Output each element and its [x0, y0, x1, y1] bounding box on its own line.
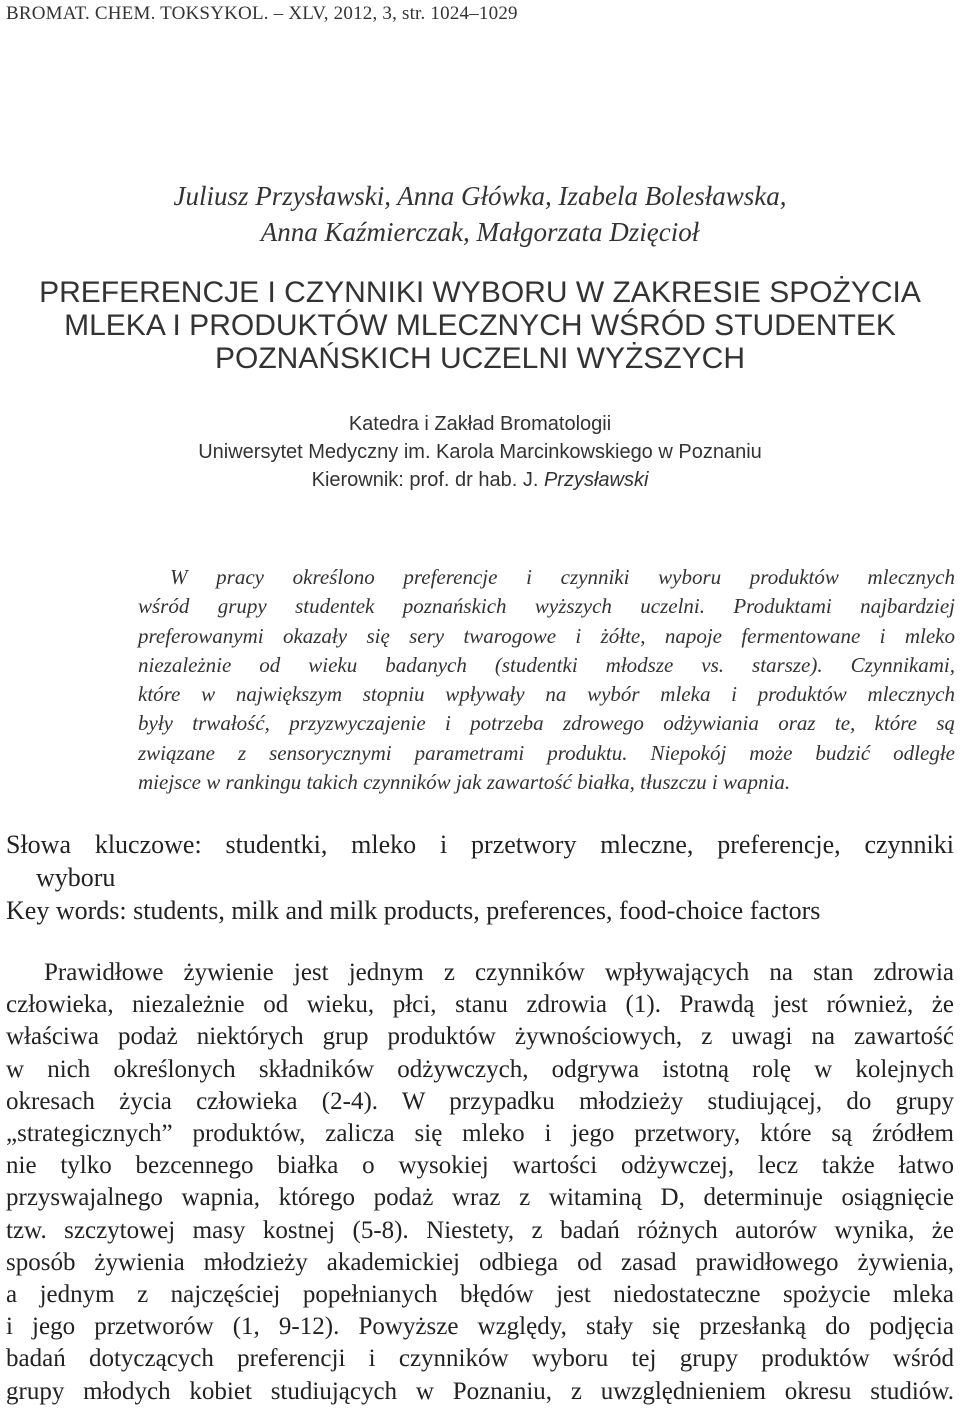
- keywords-polish: Słowa kluczowe: studentki, mleko i przetwory mleczne, preferencje, czynniki: [6, 830, 954, 859]
- title-line: PREFERENCJE I CZYNNIKI WYBORU W ZAKRESIE SPOŻYCIA: [39, 276, 921, 309]
- body-line: tzw. szczytowej masy kostnej (5-8). Niestety, z badań różnych autorów wynika, że: [6, 1216, 954, 1244]
- keywords-section: [6, 828, 954, 927]
- article-title: [0, 276, 960, 375]
- body-line: sposób żywienia młodzieży akademickiej odbiega od zasad prawidłowego żywienia,: [6, 1248, 954, 1276]
- abstract-line: które w największym stopniu wpływały na wybór mleka i produktów mlecznych: [138, 682, 955, 707]
- abstract-line: W pracy określono preferencje i czynniki wyboru produktów mlecznych: [170, 565, 955, 589]
- department-head: [0, 466, 960, 494]
- journal-citation: BROMAT. CHEM. TOKSYKOL. – XLV, 2012, 3, str. 1024–1029: [6, 3, 518, 24]
- body-line: człowieka, niezależnie od wieku, płci, stanu zdrowia (1). Prawdą jest również, że: [6, 991, 954, 1019]
- affiliation: [0, 410, 960, 494]
- author-list: [0, 178, 960, 250]
- body-line: nie tylko bezcennego białka o wysokiej wartości odżywczej, lecz także łatwo: [6, 1152, 954, 1180]
- body-line: właściwa podaż niektórych grup produktów żywnościowych, z uwagi na zawartość: [6, 1023, 954, 1051]
- body-line: Prawidłowe żywienie jest jednym z czynników wpływających na stan zdrowia: [44, 959, 954, 986]
- keywords-english: Key words: students, milk and milk products, preferences, food-choice factors: [6, 896, 821, 925]
- author-line: Juliusz Przysławski, Anna Główka, Izabela Bolesławska,: [173, 181, 787, 211]
- abstract: [138, 563, 955, 797]
- title-line: MLEKA I PRODUKTÓW MLECZNYCH WŚRÓD STUDENTEK: [64, 309, 896, 342]
- body-line: w nich określonych składników odżywczych, odgrywa istotną rolę w kolejnych: [6, 1055, 954, 1083]
- body-paragraph: [6, 957, 954, 1408]
- abstract-line: niezależnie od wieku badanych (studentki młodsze vs. starsze). Czynnikami,: [138, 652, 955, 677]
- keywords-polish-continued: wyboru: [36, 863, 116, 892]
- body-line: grupy młodych kobiet studiujących w Poznaniu, z uwzględnieniem okresu studiów.: [6, 1377, 954, 1405]
- university: Uniwersytet Medyczny im. Karola Marcinkowskiego w Poznaniu: [198, 441, 762, 463]
- body-line: przyswajalnego wapnia, którego podaż wraz z witaminą D, determinuje osiągnięcie: [6, 1184, 954, 1212]
- abstract-line: wśród grupy studentek poznańskich wyższych uczelni. Produktami najbardziej: [138, 594, 955, 619]
- body-line: i jego przetworów (1, 9-12). Powyższe względy, stały się przesłanką do podjęcia: [6, 1313, 954, 1341]
- abstract-line: związane z sensorycznymi parametrami produktu. Niepokój może budzić odległe: [138, 740, 955, 765]
- body-line: okresach życia człowieka (2-4). W przypadku młodzieży studiującej, do grupy: [6, 1087, 954, 1115]
- abstract-line: były trwałość, przyzwyczajenie i potrzeba zdrowego odżywiania oraz te, które są: [138, 711, 955, 736]
- title-line: POZNAŃSKICH UCZELNI WYŻSZYCH: [214, 342, 746, 375]
- head-prefix: Kierownik: prof. dr hab. J.: [311, 469, 544, 491]
- abstract-line: preferowanymi okazały się sery twarogowe i żółte, napoje fermentowane i mleko: [138, 623, 955, 648]
- head-name: Przysławski: [543, 469, 649, 491]
- body-line: „strategicznych” produktów, zalicza się mleko i jego przetwory, które są źródłem: [6, 1120, 954, 1148]
- body-line: a jednym z najczęściej popełnianych błędów jest niedostateczne spożycie mleka: [6, 1281, 954, 1309]
- author-line: Anna Kaźmierczak, Małgorzata Dzięcioł: [260, 217, 700, 247]
- body-line: badań dotyczących preferencji i czynników wyboru tej grupy produktów wśród: [6, 1345, 954, 1373]
- department: Katedra i Zakład Bromatologii: [348, 413, 612, 435]
- abstract-line: miejsce w rankingu takich czynników jak zawartość białka, tłuszczu i wapnia.: [138, 770, 791, 795]
